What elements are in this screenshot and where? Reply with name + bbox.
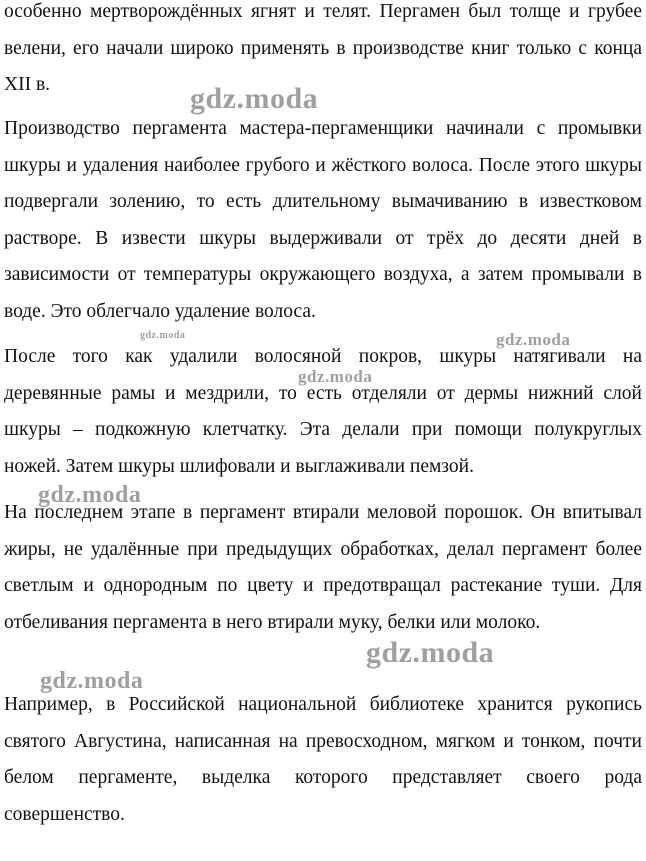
watermark-text: gdz.moda (140, 330, 186, 341)
watermark-text: gdz.moda (496, 330, 571, 349)
watermark-text: gdz.moda (38, 482, 142, 508)
watermark-text: gdz.moda (298, 367, 373, 386)
paragraph-1: особенно мертворождённых ягнят и телят. Пергамен был толще и грубее велени, его начали широко применять в производстве книг только с конца XII в. (4, 1, 642, 95)
watermark-text: gdz.moda (366, 636, 495, 669)
watermark-text: gdz.moda (40, 668, 144, 694)
paragraph-2: Производство пергамента мастера-пергаменщики начинали с промывки шкуры и удаления наиболее грубого и жёсткого волоса. После этого шкуры подвергали золению, то есть длительному вымачиванию в известковом растворе. В извести шкуры выдерживали от трёх до десяти дней в зависимости от температуры окружающего воздуха, а затем промывали в воде. Это облегчало удаление волоса. (4, 118, 642, 322)
watermark-text: gdz.moda (190, 82, 319, 115)
paragraph-3: После того как удалили волосяной покров, шкуры натягивали на деревянные рамы и мездрили, то есть отделяли от дермы нижний слой шкуры – подкожную клетчатку. Эта делали при помощи полукруглых ножей. Затем шкуры шлифовали и выглаживали пемзой. (4, 346, 642, 477)
paragraph-5: Например, в Российской национальной библиотеке хранится рукопись святого Августина, написанная на превосходном, мягком и тонком, почти белом пергаменте, выделка которого представляет своего рода совершенство. (4, 694, 642, 825)
paragraph-4: На последнем этапе в пергамент втирали меловой порошок. Он впитывал жиры, не удалённые при предыдущих обработках, делал пергамент более светлым и однородным по цвету и предотвращал растекание туши. Для отбеливания пергамента в него втирали муку, белки или молоко. (4, 502, 642, 633)
